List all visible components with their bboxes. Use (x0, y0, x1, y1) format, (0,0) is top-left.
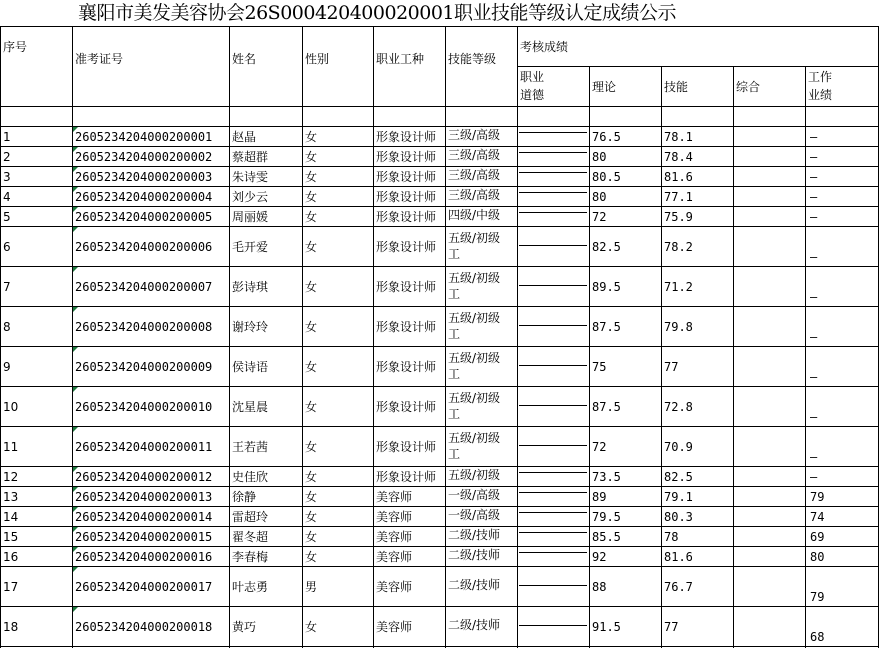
row-seq: 2 (3, 150, 11, 164)
row-ethics-line (519, 405, 587, 406)
row-theory: 76.5 (592, 130, 621, 144)
row-work: 69 (810, 530, 825, 544)
row-name: 史佳欣 (232, 470, 269, 484)
row-work: — (810, 150, 818, 164)
row-seq: 13 (3, 490, 19, 504)
row-gender: 女 (305, 400, 318, 414)
row-level: 五级/初级 (448, 231, 501, 245)
row-ethics-line (519, 245, 587, 246)
row-name: 王若茜 (232, 440, 269, 454)
row-occupation: 形象设计师 (376, 240, 437, 254)
row-theory: 80.5 (592, 170, 621, 184)
row-theory: 79.5 (592, 510, 621, 524)
text-number-indicator-icon (73, 567, 78, 572)
row-ethics-line (519, 492, 587, 493)
row-theory: 92 (592, 550, 607, 564)
row-theory: 72 (592, 210, 607, 224)
text-number-indicator-icon (73, 487, 78, 492)
row-occupation: 形象设计师 (376, 360, 437, 374)
row-seq: 10 (3, 400, 19, 414)
row-name: 叶志勇 (232, 580, 269, 594)
row-work: 79 (810, 490, 825, 504)
row-gender: 女 (305, 190, 318, 204)
row-name: 周丽媛 (232, 210, 269, 224)
header-work: 工作 (808, 70, 833, 84)
row-theory: 87.5 (592, 320, 621, 334)
row-ticket: 2605234204000200004 (75, 190, 213, 204)
row-gender: 女 (305, 510, 318, 524)
row-level-line2: 工 (448, 287, 461, 301)
row-theory: 80 (592, 150, 607, 164)
row-level: 一级/高级 (448, 488, 501, 502)
row-seq: 15 (3, 530, 19, 544)
row-ticket: 2605234204000200006 (75, 240, 213, 254)
row-seq: 8 (3, 320, 11, 334)
row-name: 雷超玲 (232, 510, 269, 524)
header-scores-group: 考核成绩 (520, 40, 569, 54)
row-level-line2: 工 (448, 327, 461, 341)
page-title: 襄阳市美发美容协会26S000420400020001职业技能等级认定成绩公示 (78, 2, 677, 24)
row-ticket: 2605234204000200010 (75, 400, 213, 414)
row-skill: 77.1 (664, 190, 693, 204)
row-level: 五级/初级 (448, 431, 501, 445)
row-occupation: 美容师 (376, 510, 413, 524)
text-number-indicator-icon (73, 387, 78, 392)
row-skill: 79.1 (664, 490, 693, 504)
row-work: — (810, 170, 818, 184)
row-work: 80 (810, 550, 825, 564)
row-ticket: 2605234204000200007 (75, 280, 213, 294)
row-level: 二级/技师 (448, 578, 501, 592)
row-level-line2: 工 (448, 407, 461, 421)
row-name: 李春梅 (232, 550, 269, 564)
row-gender: 女 (305, 620, 318, 634)
row-ethics-line (519, 472, 587, 473)
row-work: — (810, 470, 818, 484)
row-level-line2: 工 (448, 367, 461, 381)
header-ticket: 准考证号 (75, 52, 124, 66)
row-theory: 73.5 (592, 470, 621, 484)
header-level: 技能等级 (448, 52, 497, 66)
row-gender: 女 (305, 170, 318, 184)
row-level: 二级/技师 (448, 548, 501, 562)
row-occupation: 形象设计师 (376, 170, 437, 184)
row-name: 徐静 (232, 490, 257, 504)
text-number-indicator-icon (73, 467, 78, 472)
text-number-indicator-icon (73, 347, 78, 352)
header-work-line2: 业绩 (808, 88, 833, 102)
row-level: 二级/技师 (448, 618, 501, 632)
row-work: — (810, 130, 818, 144)
row-work: — (810, 250, 818, 264)
row-ethics-line (519, 585, 587, 586)
row-seq: 5 (3, 210, 11, 224)
row-work: — (810, 290, 818, 304)
row-skill: 82.5 (664, 470, 693, 484)
row-ethics-line (519, 212, 587, 213)
row-theory: 80 (592, 190, 607, 204)
text-number-indicator-icon (73, 227, 78, 232)
row-gender: 女 (305, 150, 318, 164)
row-seq: 17 (3, 580, 19, 594)
row-ticket: 2605234204000200001 (75, 130, 213, 144)
row-level: 五级/初级 (448, 271, 501, 285)
row-seq: 9 (3, 360, 11, 374)
row-work: 68 (810, 630, 825, 644)
row-work: — (810, 210, 818, 224)
row-ethics-line (519, 365, 587, 366)
text-number-indicator-icon (73, 187, 78, 192)
row-seq: 18 (3, 620, 19, 634)
row-work: — (810, 370, 818, 384)
row-theory: 91.5 (592, 620, 621, 634)
row-theory: 89.5 (592, 280, 621, 294)
row-ethics-line (519, 512, 587, 513)
row-occupation: 形象设计师 (376, 150, 437, 164)
row-gender: 女 (305, 530, 318, 544)
row-ticket: 2605234204000200005 (75, 210, 213, 224)
row-ticket: 2605234204000200002 (75, 150, 213, 164)
row-seq: 3 (3, 170, 11, 184)
row-ticket: 2605234204000200016 (75, 550, 213, 564)
row-work: — (810, 450, 818, 464)
text-number-indicator-icon (73, 127, 78, 132)
row-name: 彭诗琪 (232, 280, 269, 294)
text-number-indicator-icon (73, 507, 78, 512)
row-skill: 78 (664, 530, 679, 544)
row-name: 侯诗语 (232, 360, 269, 374)
row-name: 赵晶 (232, 130, 257, 144)
row-skill: 77 (664, 360, 679, 374)
row-occupation: 美容师 (376, 530, 413, 544)
row-seq: 12 (3, 470, 19, 484)
row-theory: 72 (592, 440, 607, 454)
row-skill: 81.6 (664, 550, 693, 564)
row-level: 三级/高级 (448, 128, 501, 142)
row-skill: 80.3 (664, 510, 693, 524)
row-ticket: 2605234204000200012 (75, 470, 213, 484)
row-theory: 89 (592, 490, 607, 504)
row-seq: 4 (3, 190, 11, 204)
row-occupation: 美容师 (376, 580, 413, 594)
header-ethics-line2: 道德 (520, 88, 545, 102)
row-skill: 75.9 (664, 210, 693, 224)
row-ethics-line (519, 552, 587, 553)
row-theory: 85.5 (592, 530, 621, 544)
row-skill: 78.2 (664, 240, 693, 254)
row-level: 五级/初级 (448, 468, 501, 482)
row-ticket: 2605234204000200015 (75, 530, 213, 544)
row-skill: 70.9 (664, 440, 693, 454)
header-seq: 序号 (3, 40, 28, 54)
text-number-indicator-icon (73, 267, 78, 272)
row-work: 79 (810, 590, 825, 604)
row-theory: 88 (592, 580, 607, 594)
row-ethics-line (519, 532, 587, 533)
row-work: — (810, 330, 818, 344)
row-gender: 女 (305, 240, 318, 254)
row-name: 翟冬超 (232, 530, 269, 544)
text-number-indicator-icon (73, 607, 78, 612)
row-occupation: 美容师 (376, 550, 413, 564)
row-ticket: 2605234204000200014 (75, 510, 213, 524)
row-name: 蔡超群 (232, 150, 269, 164)
row-skill: 81.6 (664, 170, 693, 184)
row-level-line2: 工 (448, 247, 461, 261)
row-skill: 76.7 (664, 580, 693, 594)
row-gender: 女 (305, 440, 318, 454)
row-skill: 77 (664, 620, 679, 634)
row-name: 黄巧 (232, 620, 257, 634)
header-ethics: 职业 (520, 70, 545, 84)
row-ethics-line (519, 285, 587, 286)
header-name: 姓名 (232, 52, 257, 66)
row-level: 三级/高级 (448, 168, 501, 182)
row-work: 74 (810, 510, 825, 524)
row-level-line2: 工 (448, 447, 461, 461)
row-theory: 75 (592, 360, 607, 374)
row-gender: 女 (305, 280, 318, 294)
row-name: 毛开爱 (232, 240, 269, 254)
row-ethics-line (519, 625, 587, 626)
row-occupation: 形象设计师 (376, 190, 437, 204)
text-number-indicator-icon (73, 207, 78, 212)
row-level: 三级/高级 (448, 188, 501, 202)
row-occupation: 形象设计师 (376, 400, 437, 414)
row-gender: 女 (305, 470, 318, 484)
score-table (0, 26, 880, 648)
row-occupation: 形象设计师 (376, 130, 437, 144)
text-number-indicator-icon (73, 167, 78, 172)
row-ethics-line (519, 445, 587, 446)
row-level: 二级/技师 (448, 528, 501, 542)
row-gender: 女 (305, 130, 318, 144)
row-theory: 87.5 (592, 400, 621, 414)
row-occupation: 美容师 (376, 490, 413, 504)
row-ticket: 2605234204000200011 (75, 440, 213, 454)
row-ethics-line (519, 325, 587, 326)
row-seq: 16 (3, 550, 19, 564)
text-number-indicator-icon (73, 307, 78, 312)
row-ticket: 2605234204000200013 (75, 490, 213, 504)
row-name: 谢玲玲 (232, 320, 269, 334)
row-skill: 79.8 (664, 320, 693, 334)
row-ethics-line (519, 192, 587, 193)
row-level: 四级/中级 (448, 208, 501, 222)
header-occupation: 职业工种 (376, 52, 425, 66)
row-ticket: 2605234204000200008 (75, 320, 213, 334)
row-ethics-line (519, 132, 587, 133)
row-ticket: 2605234204000200017 (75, 580, 213, 594)
header-skill: 技能 (664, 80, 689, 94)
row-seq: 11 (3, 440, 19, 454)
row-gender: 女 (305, 320, 318, 334)
row-ticket: 2605234204000200003 (75, 170, 213, 184)
row-level: 五级/初级 (448, 351, 501, 365)
row-gender: 女 (305, 210, 318, 224)
row-name: 朱诗雯 (232, 170, 269, 184)
text-number-indicator-icon (73, 147, 78, 152)
header-gender: 性别 (305, 52, 330, 66)
row-level: 五级/初级 (448, 391, 501, 405)
row-ticket: 2605234204000200018 (75, 620, 213, 634)
row-theory: 82.5 (592, 240, 621, 254)
row-seq: 7 (3, 280, 11, 294)
row-skill: 78.1 (664, 130, 693, 144)
header-theory: 理论 (592, 80, 617, 94)
header-overall: 综合 (736, 80, 761, 94)
row-seq: 14 (3, 510, 19, 524)
row-occupation: 形象设计师 (376, 440, 437, 454)
row-level: 三级/高级 (448, 148, 501, 162)
row-skill: 71.2 (664, 280, 693, 294)
row-name: 沈星晨 (232, 400, 269, 414)
row-occupation: 美容师 (376, 620, 413, 634)
text-number-indicator-icon (73, 527, 78, 532)
row-gender: 女 (305, 360, 318, 374)
row-gender: 男 (305, 580, 318, 594)
row-gender: 女 (305, 550, 318, 564)
row-work: — (810, 190, 818, 204)
row-ethics-line (519, 152, 587, 153)
row-occupation: 形象设计师 (376, 470, 437, 484)
row-seq: 1 (3, 130, 11, 144)
row-occupation: 形象设计师 (376, 320, 437, 334)
row-ticket: 2605234204000200009 (75, 360, 213, 374)
row-work: — (810, 410, 818, 424)
row-seq: 6 (3, 240, 11, 254)
row-name: 刘少云 (232, 190, 269, 204)
row-skill: 78.4 (664, 150, 693, 164)
text-number-indicator-icon (73, 547, 78, 552)
text-number-indicator-icon (73, 427, 78, 432)
row-occupation: 形象设计师 (376, 280, 437, 294)
row-level: 五级/初级 (448, 311, 501, 325)
row-skill: 72.8 (664, 400, 693, 414)
row-ethics-line (519, 172, 587, 173)
row-gender: 女 (305, 490, 318, 504)
row-level: 一级/高级 (448, 508, 501, 522)
row-occupation: 形象设计师 (376, 210, 437, 224)
